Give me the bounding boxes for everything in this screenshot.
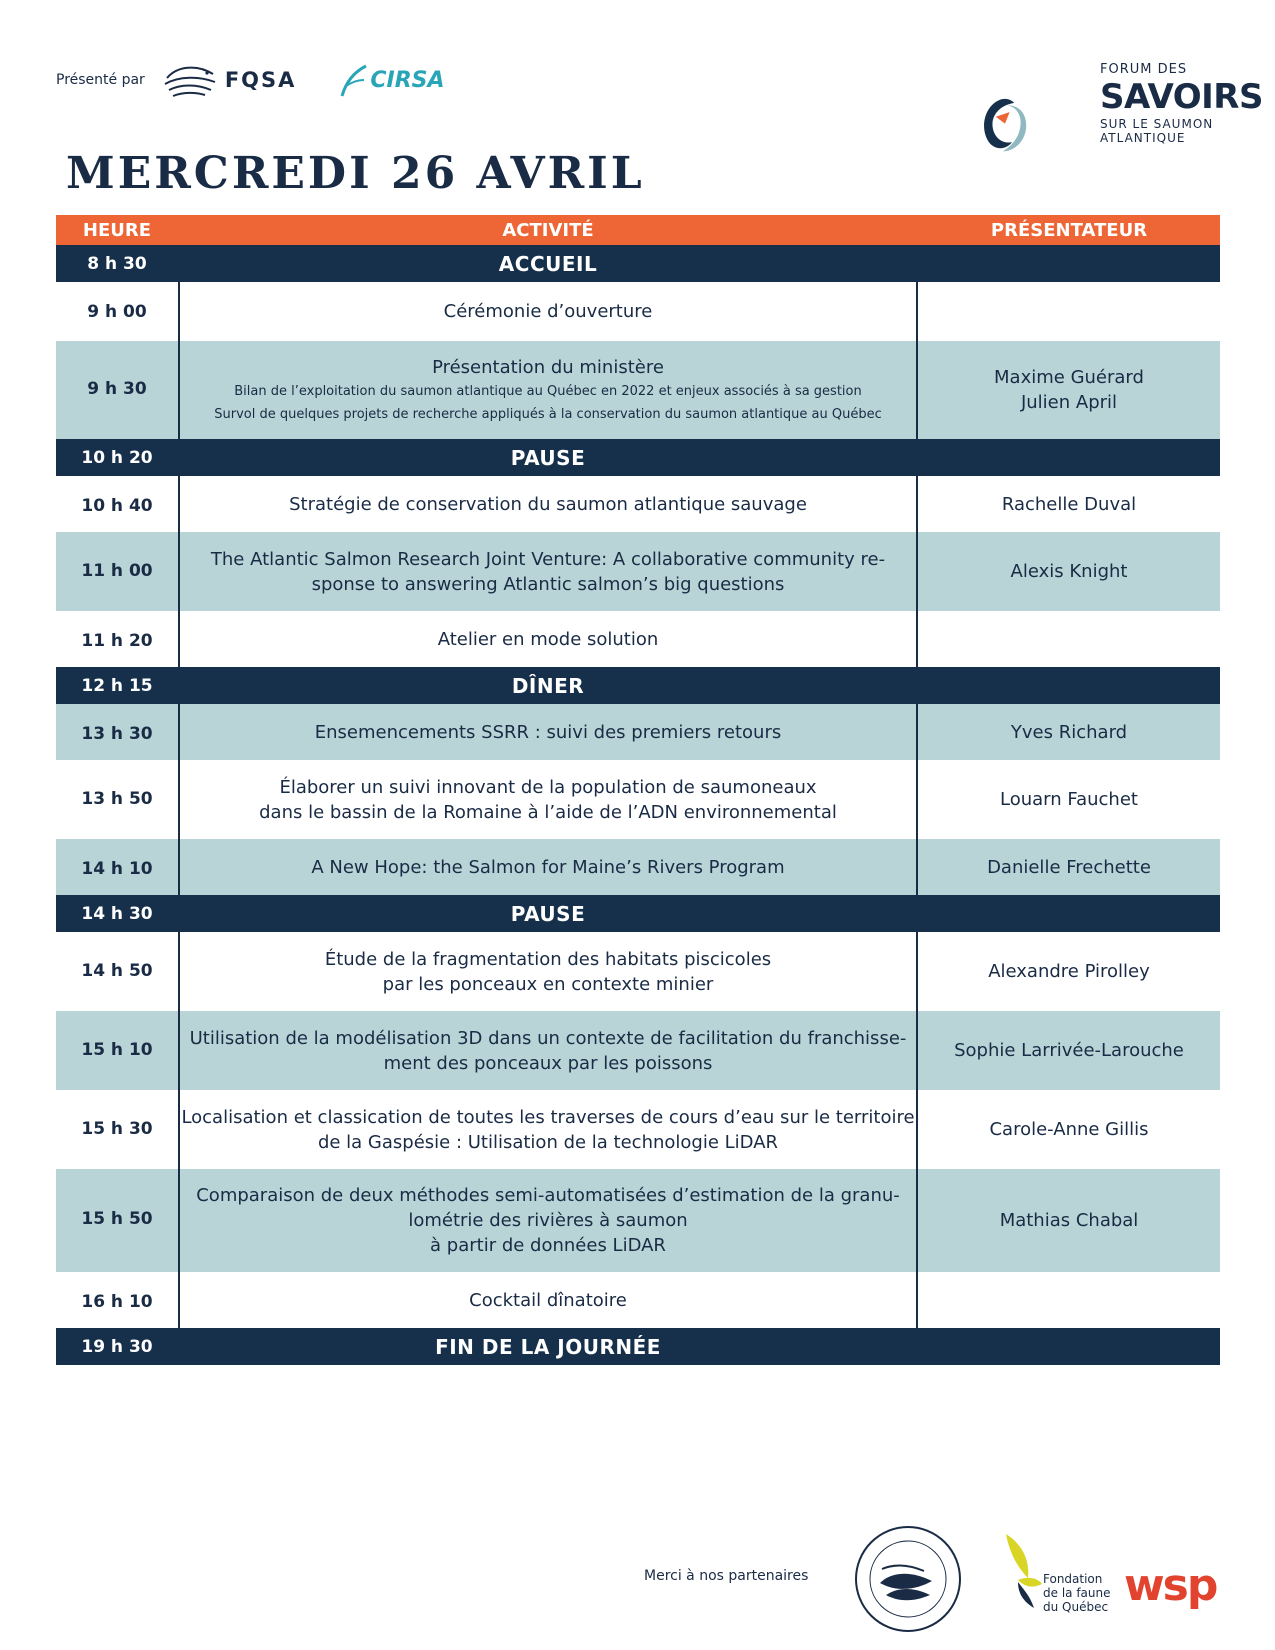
row-time: 15 h 30 (81, 1119, 153, 1139)
band-label: FIN DE LA JOURNÉE (435, 1334, 661, 1359)
row-presenter (918, 704, 1220, 760)
row-time: 13 h 50 (81, 789, 153, 809)
table-row (56, 341, 1220, 439)
table-header (56, 215, 1220, 245)
row-presenter (918, 282, 1220, 341)
schedule-band (56, 895, 1220, 932)
presenter-name: Mathias Chabal (999, 1210, 1139, 1231)
ffq-line1: Fondation (1043, 1572, 1103, 1586)
row-activity (178, 1169, 918, 1272)
row-presenter (918, 476, 1220, 532)
row-presenter (918, 611, 1220, 667)
presenter-name: Alexis Knight (1010, 561, 1128, 582)
row-time: 13 h 30 (81, 724, 153, 744)
wsp-logo: wsp (1124, 1560, 1217, 1611)
fish-swoosh-icon (338, 62, 368, 98)
forum-line2: SAVOIRS (1100, 77, 1263, 117)
activity-line: Étude de la fragmentation des habitats piscicoles (324, 948, 772, 970)
row-time: 9 h 30 (87, 379, 147, 399)
row-activity (178, 1011, 918, 1090)
table-row (56, 476, 1220, 532)
presenter-name: Maxime Guérard (994, 367, 1144, 388)
row-time: 14 h 10 (81, 859, 153, 879)
table-row (56, 932, 1220, 1011)
row-activity (178, 1272, 918, 1328)
activity-line: par les ponceaux en contexte minier (382, 973, 714, 995)
band-time: 8 h 30 (87, 253, 147, 274)
presenter-name: Carole-Anne Gillis (989, 1119, 1149, 1140)
row-presenter (918, 1272, 1220, 1328)
activity-line: Utilisation de la modélisation 3D dans un contexte de facilitation du franchisse- (189, 1027, 907, 1049)
row-activity (178, 611, 918, 667)
presented-by-label: Présenté par (56, 72, 145, 88)
forum-logo-text (1100, 63, 1263, 144)
row-presenter (918, 1169, 1220, 1272)
salmon-waves-icon (163, 62, 219, 98)
partners-label: Merci à nos partenaires (644, 1568, 809, 1584)
band-label: PAUSE (510, 901, 586, 926)
band-label: ACCUEIL (498, 251, 598, 276)
row-presenter (918, 341, 1220, 439)
row-time: 9 h 00 (87, 302, 147, 322)
row-activity (178, 282, 918, 341)
activity-line: Stratégie de conservation du saumon atlantique sauvage (289, 493, 807, 515)
row-activity (178, 704, 918, 760)
cirsa-logo (338, 62, 444, 98)
activity-line: Comparaison de deux méthodes semi-automatisées d’estimation de la granu- (196, 1185, 900, 1206)
band-time: 19 h 30 (81, 1336, 153, 1357)
band-time: 12 h 15 (81, 675, 153, 696)
table-row (56, 704, 1220, 760)
presenter-name: Alexandre Pirolley (988, 961, 1150, 982)
presented-by (56, 62, 445, 98)
row-presenter (918, 760, 1220, 839)
schedule-band (56, 439, 1220, 476)
row-activity (178, 532, 918, 611)
header-activity: ACTIVITÉ (502, 219, 594, 241)
row-time: 11 h 00 (81, 561, 153, 581)
schedule-band (56, 245, 1220, 282)
row-activity (178, 760, 918, 839)
activity-line: Présentation du ministère (432, 356, 664, 378)
ffq-line2: de la faune (1043, 1586, 1111, 1600)
activity-line: dans le bassin de la Romaine à l’aide de l’ADN environnemental (259, 801, 837, 823)
schedule-band (56, 1328, 1220, 1365)
row-activity (178, 476, 918, 532)
salmon-emblem-icon (975, 55, 1095, 190)
table-row (56, 1169, 1220, 1272)
forum-line4: ATLANTIQUE (1100, 131, 1186, 145)
fqsa-text: FQSA (224, 68, 297, 92)
day-title: MERCREDI 26 AVRIL (66, 148, 645, 199)
table-row (56, 760, 1220, 839)
activity-sub-line: Survol de quelques projets de recherche appliqués à la conservation du saumon atlantique au Québec (214, 406, 882, 422)
activity-line: Cocktail dînatoire (469, 1289, 627, 1311)
row-time: 15 h 10 (81, 1040, 153, 1060)
ffq-line3: du Québec (1043, 1600, 1109, 1614)
cirsa-text: CIRSA (370, 67, 445, 93)
ffq-text (1043, 1572, 1111, 1614)
forum-line3: SUR LE SAUMON (1100, 117, 1214, 131)
band-label: PAUSE (510, 445, 586, 470)
row-time: 14 h 50 (81, 961, 153, 981)
activity-line: Cérémonie d’ouverture (443, 301, 653, 322)
presenter-name: Sophie Larrivée-Larouche (954, 1040, 1184, 1061)
table-row (56, 611, 1220, 667)
activity-line: lométrie des rivières à saumon (408, 1210, 688, 1231)
presenter-name: Danielle Frechette (987, 856, 1151, 878)
band-time: 10 h 20 (81, 447, 153, 468)
activity-line: Atelier en mode solution (437, 628, 659, 650)
row-presenter (918, 532, 1220, 611)
row-presenter (918, 1090, 1220, 1169)
schedule-band (56, 667, 1220, 704)
activity-line: à partir de données LiDAR (430, 1235, 666, 1256)
table-row (56, 1272, 1220, 1328)
fqsa-logo (163, 62, 297, 98)
band-time: 14 h 30 (81, 903, 153, 924)
row-activity (178, 932, 918, 1011)
row-time: 16 h 10 (81, 1292, 153, 1312)
row-presenter (918, 932, 1220, 1011)
schedule-table (56, 215, 1220, 1365)
forum-line1: FORUM DES (1100, 62, 1188, 77)
activity-line: sponse to answering Atlantic salmon’s big questions (311, 573, 785, 595)
activity-line: Localisation et classication de toutes les traverses de cours d’eau sur le territoire (181, 1106, 915, 1128)
table-row (56, 282, 1220, 341)
activity-line: The Atlantic Salmon Research Joint Venture: A collaborative community re- (210, 548, 886, 570)
table-row (56, 1090, 1220, 1169)
header-presenter: PRÉSENTATEUR (990, 219, 1148, 241)
table-row (56, 532, 1220, 611)
presenter-name: Rachelle Duval (1001, 493, 1137, 515)
activity-line: A New Hope: the Salmon for Maine’s Rivers Program (311, 856, 785, 878)
bird-leaf-icon (1000, 1530, 1044, 1610)
row-presenter (918, 839, 1220, 895)
presenter-name: Yves Richard (1010, 721, 1128, 743)
activity-line: Élaborer un suivi innovant de la population de saumoneaux (279, 776, 817, 798)
table-row (56, 839, 1220, 895)
row-activity (178, 1090, 918, 1169)
activity-line: Ensemencements SSRR : suivi des premiers retours (314, 721, 782, 743)
presenter-name: Julien April (1020, 392, 1118, 413)
row-activity (178, 839, 918, 895)
band-label: DÎNER (511, 673, 585, 698)
row-time: 11 h 20 (81, 631, 153, 651)
row-activity (178, 341, 918, 439)
header-time: HEURE (82, 219, 152, 241)
salmon-seal-icon (852, 1523, 964, 1635)
activity-line: ment des ponceaux par les poissons (383, 1052, 713, 1074)
row-time: 15 h 50 (81, 1209, 153, 1229)
row-time: 10 h 40 (81, 496, 153, 516)
presenter-name: Louarn Fauchet (1000, 789, 1138, 810)
activity-line: de la Gaspésie : Utilisation de la technologie LiDAR (317, 1131, 779, 1153)
table-row (56, 1011, 1220, 1090)
row-presenter (918, 1011, 1220, 1090)
activity-sub-line: Bilan de l’exploitation du saumon atlantique au Québec en 2022 et enjeux associés à sa gestion (234, 383, 862, 399)
